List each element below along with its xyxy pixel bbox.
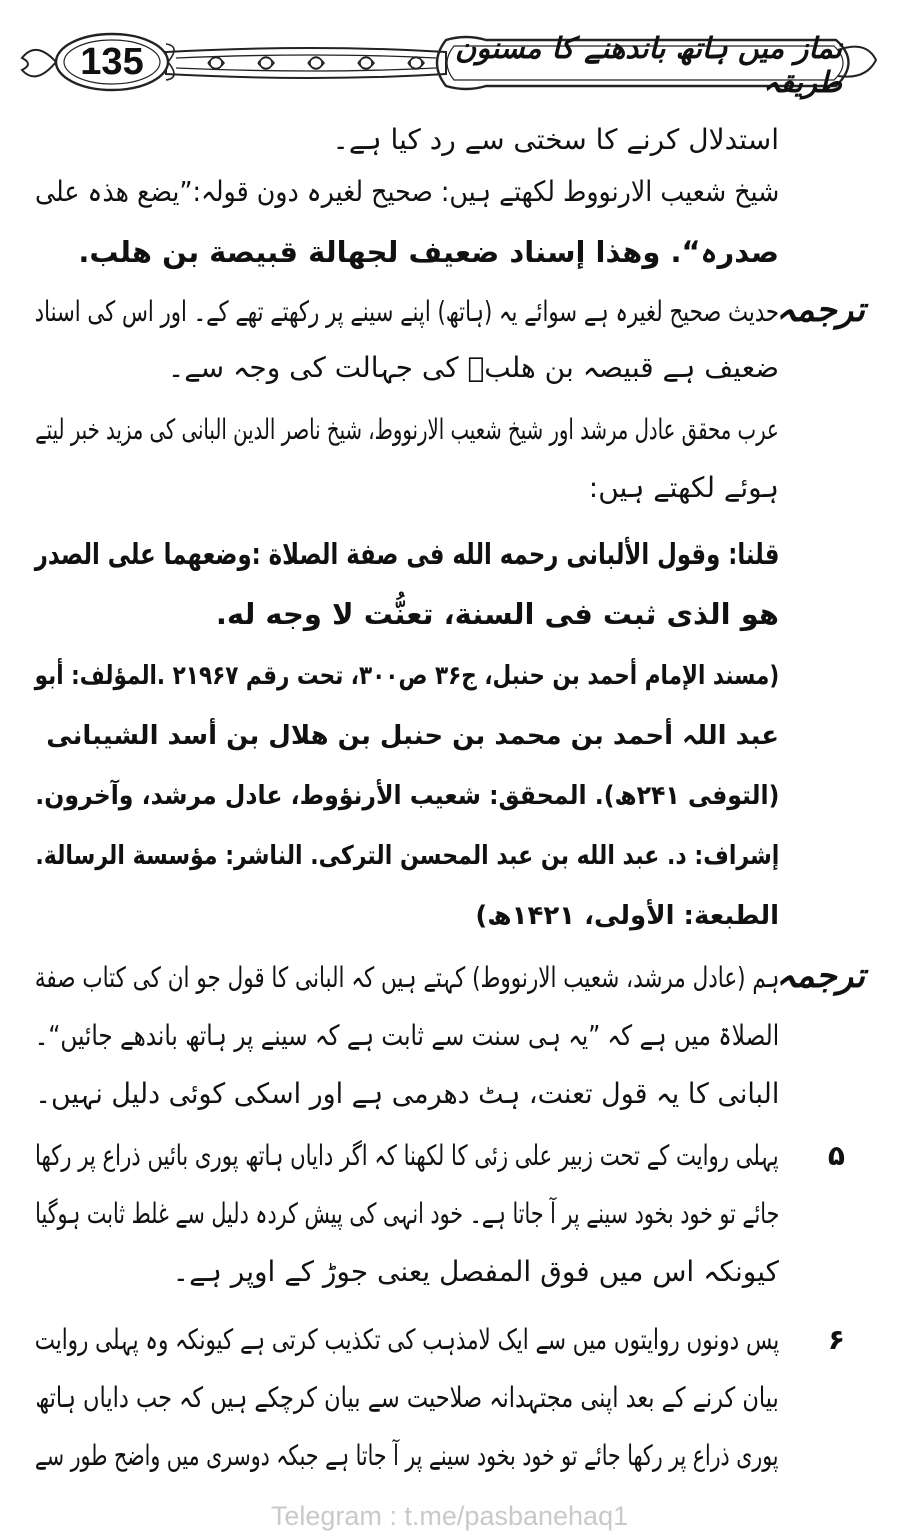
arabic-line: صدرہ“. وهذا إسناد ضعیف لجهالة قبیصة بن هلب.: [78, 235, 779, 269]
body-line: شیخ شعیب الارنووط لکھتے ہیں: صحیح لغیرہ دون قولہ:”یضع هذہ علی: [34, 175, 779, 208]
body-line: عرب محقق عادل مرشد اور شیخ شعیب الارنووط، شیخ ناصر الدین البانی کی مزید خبر لیتے: [35, 413, 779, 446]
translation-label: ترجمہ: [776, 956, 865, 996]
arabic-line: هو الذی ثبت فی السنة، تعنُّت لا وجه له.: [215, 597, 779, 631]
running-title: نماز میں ہاتھ باندھنے کا مسنون طریقہ: [454, 31, 842, 99]
arabic-line: قلنا: وقول الألبانی رحمه الله فی صفة الصلاة :وضعهما علی الصدر: [34, 537, 779, 571]
body-line: جائے تو خود بخود سینے پر آ جاتا ہے۔ خود انہی کی پیش کردہ دلیل سے غلط ثابت ہوگیا: [34, 1197, 779, 1230]
body-line: البانی کا یہ قول تعنت، ہٹ دھرمی ہے اور اسکی کوئی دلیل نہیں۔: [34, 1077, 779, 1110]
body-line: استدلال کرنے کا سختی سے رد کیا ہے۔: [332, 123, 779, 156]
citation-line: الطبعة: الأولی، ۱۴۲۱ھ): [475, 901, 779, 931]
citation-line: (التوفی ۲۴۱ھ). المحقق: شعیب الأرنؤوط، عادل مرشد، وآخرون.: [34, 781, 779, 811]
body-line: کیونکہ اس میں فوق المفصل یعنی جوڑ کے اوپر ہے۔: [172, 1255, 779, 1288]
citation-line: إشراف: د. عبد الله بن عبد المحسن الترکی. الناشر: مؤسسة الرسالة.: [35, 841, 779, 871]
telegram-watermark: Telegram : t.me/pasbanehaq1: [270, 1501, 629, 1531]
citation-line: عبد اللہ أحمد بن محمد بن حنبل بن هلال بن أسد الشیبانی: [46, 721, 779, 751]
body-line: پوری ذراع پر رکھا جائے تو خود بخود سینے پر آ جاتا ہے جبکہ دوسری میں واضح طور سے: [35, 1439, 779, 1472]
page-number: 135: [80, 40, 144, 83]
point-number: ۶: [827, 1323, 845, 1356]
translation-label: ترجمہ: [776, 290, 865, 330]
body-line: پس دونوں روایتوں میں سے ایک لامذہب کی تکذیب کرتی ہے کیونکہ وہ پہلی روایت: [34, 1323, 779, 1356]
body-line: حدیث صحیح لغیرہ ہے سوائے یہ (ہاتھ) اپنے سینے پر رکھتے تھے کے۔ اور اس کی اسناد: [34, 295, 779, 328]
body-line: ضعیف ہے قبیصہ بن هلبؓ کی جہالت کی وجہ سے۔: [167, 351, 779, 384]
point-number: ۵: [827, 1139, 845, 1172]
citation-line: (مسند الإمام أحمد بن حنبل، ج۳۶ ص۳۰۰، تحت رقم ۲۱۹۶۷ .المؤلف: أبو: [34, 661, 779, 691]
body-line: پہلی روایت کے تحت زبیر علی زئی کا لکھنا کہ اگر دایاں ہاتھ پوری بائیں ذراع پر رکھا: [35, 1139, 779, 1172]
body-line: الصلاۃ میں ہے کہ ”یہ ہی سنت سے ثابت ہے کہ سینے پر ہاتھ باندھے جائیں“۔: [34, 1019, 779, 1052]
body-line: ہم (عادل مرشد، شعیب الارنووط) کہتے ہیں کہ البانی کا قول جو ان کی کتاب صفة: [34, 961, 779, 994]
body-line: ہوئے لکھتے ہیں:: [588, 471, 779, 504]
body-line: بیان کرنے کے بعد اپنی مجتہدانہ صلاحیت سے بیان کرچکے ہیں کہ جب دایاں ہاتھ: [35, 1381, 779, 1414]
page-header: [16, 30, 882, 99]
